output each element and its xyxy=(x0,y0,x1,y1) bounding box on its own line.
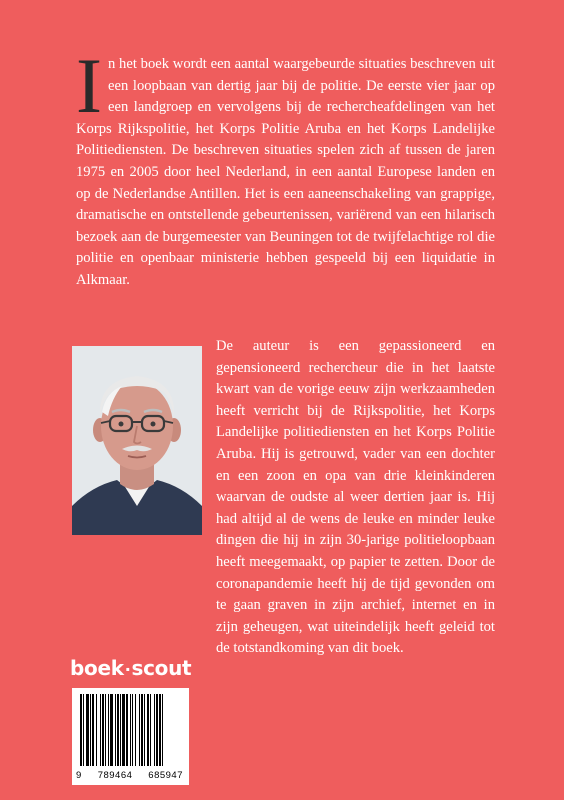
barcode-bar xyxy=(162,694,163,766)
barcode-bar xyxy=(86,694,89,766)
barcode-bar xyxy=(150,694,151,766)
back-cover-blurb xyxy=(76,42,495,292)
barcode-bar xyxy=(159,694,161,766)
barcode-bar xyxy=(126,694,128,766)
barcode-bar xyxy=(120,694,121,766)
barcode-bar xyxy=(83,694,84,766)
barcode-bar xyxy=(105,694,106,766)
barcode-bar xyxy=(115,694,116,766)
isbn-group-2: 685947 xyxy=(148,770,183,781)
isbn-group-1: 789464 xyxy=(97,770,133,781)
barcode-bar xyxy=(156,694,158,766)
blurb-text: n het boek wordt een aantal waargebeurde situaties beschreven uit een loopbaan van dertig jaar bij de politie. De eerste vier jaar op een landgroep en vervolgens bij de rechercheafdelingen van het Korps Rijkspolitie, het Korps Politie Aruba en het Korps Landelijke Politiediensten. De beschreven situaties spelen zich af tussen de jaren 1975 en 2005 door heel Nederland, in een aantal Europese landen en op de Nederlandse Antillen. Het is een aaneenschakeling van grappige, dramatische en ontstellende gebeurtenissen, variërend van een hilarisch bezoek aan de burgemeester van Beuningen tot de twijfelachtige rol die politie en openbaar ministerie hebben gespeeld bij een liquidatie in Alkmaar. xyxy=(76,56,495,288)
barcode-bar xyxy=(90,694,91,766)
publisher-logo-part2: scout xyxy=(131,656,192,680)
barcode-bar xyxy=(141,694,143,766)
barcode-bar xyxy=(117,694,119,766)
author-photo-image xyxy=(72,346,202,535)
author-portrait xyxy=(72,346,202,535)
barcode-bar xyxy=(92,694,94,766)
barcode-bar xyxy=(135,694,136,766)
barcode-bar xyxy=(96,694,97,766)
barcode-bar xyxy=(102,694,104,766)
barcode-bar xyxy=(147,694,149,766)
publisher-logo-separator: · xyxy=(124,660,131,679)
barcode-bar xyxy=(100,694,101,766)
author-bio: De auteur is een gepassioneerd en gepensioneerd rechercheur die in het laatste kwart van de vorige eeuw zijn werkzaamheden heeft verricht bij de Rijkspolitie, het Korps Landelijke politiediensten en het Korps Politie Aruba. Hij is getrouwd, vader van een dochter en een zoon en opa van drie kleinkinderen waarvan de oudste al weer dertien jaar is. Hij had altijd al de wens de leuke en minder leuke dingen die hij in zijn 30-jarige politieloopbaan heeft meegemaakt, op papier te zetten. Door de coronapandemie heeft hij de tijd gevonden om te gaan graven in zijn archief, internet en in zijn geheugen, wat uiteindelijk heeft geleid tot de totstandkoming van dit boek. xyxy=(216,338,495,657)
isbn-number xyxy=(72,770,189,781)
drop-cap: I xyxy=(76,42,102,129)
barcode-bar xyxy=(130,694,131,766)
barcode-bar xyxy=(122,694,125,766)
barcode xyxy=(72,688,189,785)
barcode-bar xyxy=(154,694,155,766)
barcode-bar xyxy=(139,694,140,766)
barcode-bar xyxy=(110,694,113,766)
barcode-bars xyxy=(78,694,183,766)
publisher-logo xyxy=(70,656,190,682)
barcode-bar xyxy=(80,694,82,766)
isbn-prefix: 9 xyxy=(76,770,82,781)
publisher-logo-part1: boek xyxy=(70,656,124,680)
barcode-bar xyxy=(144,694,145,766)
barcode-bar xyxy=(108,694,109,766)
barcode-bar xyxy=(132,694,133,766)
